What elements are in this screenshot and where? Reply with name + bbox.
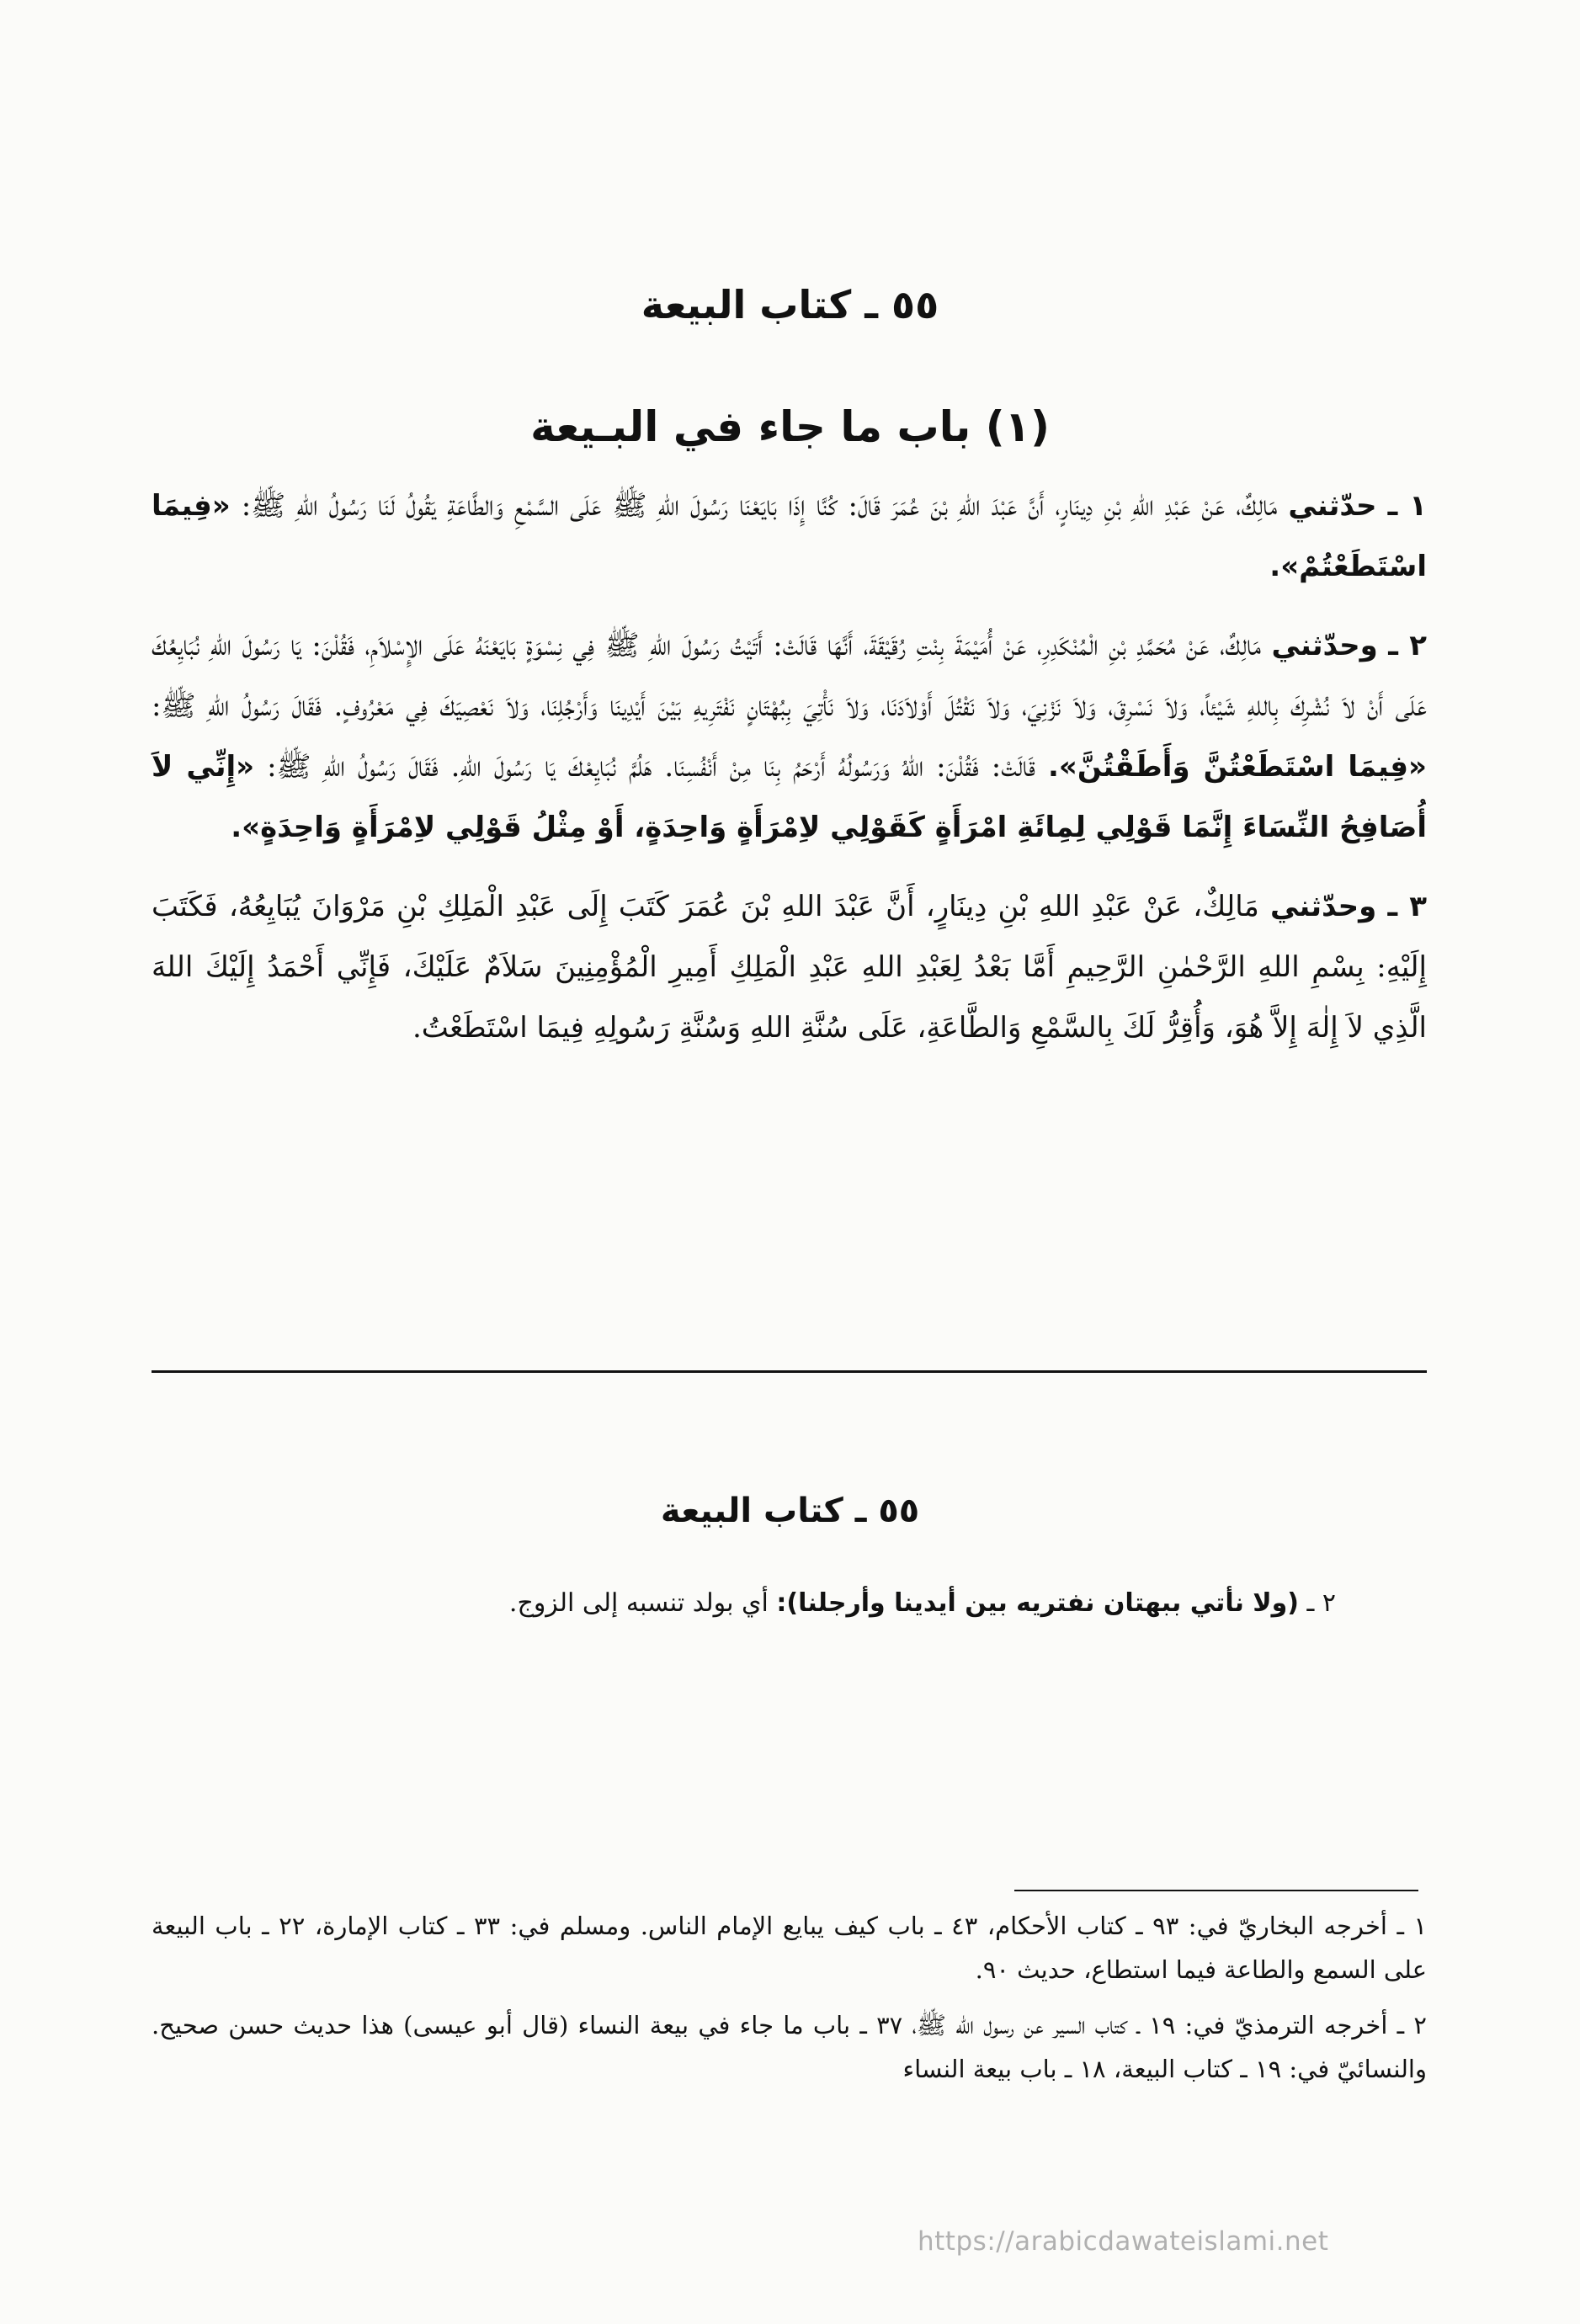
hadith-number: ١ ـ — [1387, 489, 1428, 523]
hadith-narration: حدّثني — [1288, 489, 1377, 523]
hadith-narration: وحدّثني — [1269, 890, 1377, 923]
hadith-number: ٣ ـ — [1387, 890, 1428, 923]
footnotes — [152, 1904, 1427, 2103]
section-divider — [152, 1370, 1427, 1373]
note-entry — [242, 1582, 1336, 1625]
hadith-quote: «فِيمَا اسْتَطَعْتُنَّ وَأَطَقْتُنَّ». — [1047, 750, 1427, 784]
footnote-2 — [152, 2003, 1427, 2091]
hadith-1 — [152, 476, 1427, 597]
hadith-quote: «فِيمَا اسْتَطَعْتُمْ». — [152, 489, 1427, 583]
hadith-text: مَالِكٌ، عَنْ عَبْدِ اللهِ بْنِ دِينَارٍ، أَنَّ عَبْدَ اللهِ بْنَ عُمَرَ كَتَبَ إِلَى عَبْدِ الْمَلِكِ بْنِ مَرْوَانَ يُبَايِعُهُ، فَكَتَبَ إِلَيْهِ: بِسْمِ اللهِ الرَّحْمٰنِ الرَّحِيمِ أَمَّا بَعْدُ لِعَبْدِ اللهِ عَبْدِ الْمَلِكِ أَمِيرِ الْمُؤْمِنِينَ سَلاَمٌ عَلَيْكَ، فَإِنِّي أَحْمَدُ إِلَيْكَ اللهَ الَّذِي لاَ إِلٰهَ إِلاَّ هُوَ، وَأُقِرُّ لَكَ بِالسَّمْعِ وَالطَّاعَةِ، عَلَى سُنَّةِ اللهِ وَسُنَّةِ رَسُولِهِ فِيمَا اسْتَطَعْتُ. — [152, 890, 1427, 1045]
notes-title: ٥٥ ـ كتاب البيعة — [660, 1492, 920, 1530]
note-explanation: أي بولد تنسبه إلى الزوج. — [508, 1588, 769, 1618]
footnote-text: أخرجه البخاريّ في: ٩٣ ـ كتاب الأحكام، ٤٣ ـ باب كيف يبايع الإمام الناس. ومسلم في: ٣٣ ـ كتاب الإمارة، ٢٢ ـ باب البيعة على السمع والطاعة فيما استطاع، حديث ٩٠. — [152, 1912, 1427, 1984]
hadith-3 — [152, 876, 1427, 1058]
hadith-list — [152, 476, 1427, 1077]
hadith-narration: وحدّثني — [1271, 629, 1378, 662]
footnote-divider — [1014, 1890, 1418, 1891]
hadith-text: مَالِكٌ، عَنْ مُحَمَّدِ بْنِ الْمُنْكَدِرِ، عَنْ أُمَيْمَةَ بِنْتِ رُقَيْقَةَ، أَنَّهَا قَالَتْ: أَتَيْتُ رَسُولَ اللهِ ﷺ فِي نِسْوَةٍ بَايَعْنَهُ عَلَى الإِسْلاَمِ، فَقُلْنَ: يَا رَسُولَ اللهِ نُبَايِعُكَ عَلَى أَنْ لاَ نُشْرِكَ بِاللهِ شَيْئاً، وَلاَ نَسْرِقَ، وَلاَ نَزْنِيَ، وَلاَ نَقْتُلَ أَوْلاَدَنَا، وَلاَ نَأْتِيَ بِبُهْتَانٍ نَفْتَرِيهِ بَيْنَ أَيْدِينَا وَأَرْجُلِنَا، وَلاَ نَعْصِيَكَ فِي مَعْرُوفٍ. فَقَالَ رَسُولُ اللهِ ﷺ: — [152, 629, 1427, 723]
note-number: ٢ ـ — [1306, 1588, 1336, 1618]
footnote-text: أخرجه الترمذيّ في: ١٩ ـ كتاب السير عن رسول الله ﷺ، ٣٧ ـ باب ما جاء في بيعة النساء (قال أبو عيسى) هذا حديث حسن صحيح. والنسائيّ في: ١٩ ـ كتاب البيعة، ١٨ ـ باب بيعة النساء — [152, 2011, 1427, 2083]
footnote-number: ٢ ـ — [1396, 2011, 1427, 2039]
chapter-title: (١) باب ما جاء في البـيعة — [530, 402, 1050, 451]
watermark-url: https://arabicdawateislami.net — [918, 2226, 1329, 2257]
book-title: ٥٥ ـ كتاب البيعة — [641, 282, 939, 327]
footnote-1 — [152, 1904, 1427, 1992]
note-term: (ولا نأتي ببهتان نفتريه بين أيدينا وأرجلنا): — [776, 1588, 1299, 1618]
hadith-2 — [152, 615, 1427, 858]
hadith-text: مَالِكٌ، عَنْ عَبْدِ اللهِ بْنِ دِينَارٍ، أَنَّ عَبْدَ اللهِ بْنَ عُمَرَ قَالَ: كُنَّا إِذَا بَايَعْنَا رَسُولَ اللهِ ﷺ عَلَى السَّمْعِ وَالطَّاعَةِ يَقُولُ لَنَا رَسُولُ اللهِ ﷺ: — [241, 489, 1278, 523]
hadith-number: ٢ ـ — [1388, 629, 1428, 662]
hadith-quote-2: «إِنِّي لاَ أُصَافِحُ النِّسَاءَ إِنَّمَا قَوْلِي لِمِائَةِ امْرَأَةٍ كَقَوْلِي لاِمْرَأَةٍ وَاحِدَةٍ، أَوْ مِثْلُ قَوْلِي لاِمْرَأَةٍ وَاحِدَةٍ». — [152, 750, 1427, 844]
footnote-number: ١ ـ — [1396, 1912, 1428, 1940]
hadith-continuation: قَالَتْ: فَقُلْنَ: اللهُ وَرَسُولُهُ أَرْحَمُ بِنَا مِنْ أَنْفُسِنَا. هَلُمَّ نُبَايِعْكَ يَا رَسُولَ اللهِ. فَقَالَ رَسُولُ اللهِ ﷺ: — [267, 750, 1035, 784]
